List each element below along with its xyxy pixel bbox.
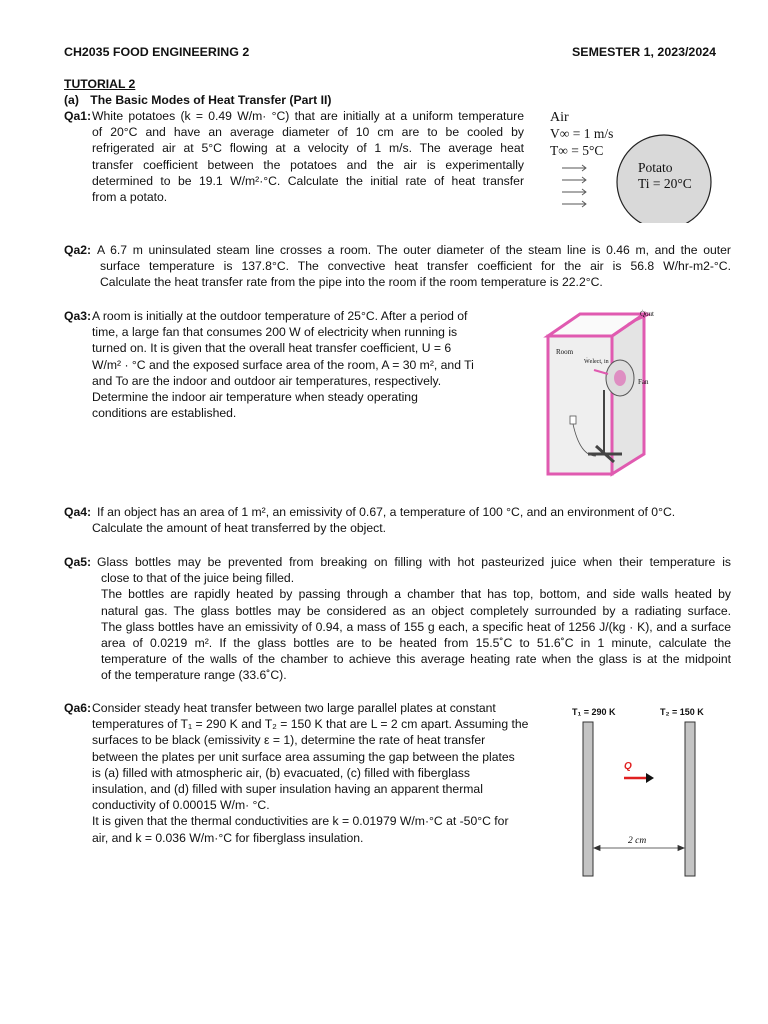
plates-figure	[566, 702, 726, 882]
qa1-line-5: determined to be 19.1 W/m²·°C. Calculate the initial rate of heat transfer	[92, 173, 524, 188]
qa4-label: Qa4:	[64, 505, 92, 519]
qa5-line-3: The bottles are rapidly heated by passing through a chamber that has top, bottom, and side walls heated by	[101, 587, 731, 602]
air-velocity: V∞ = 1 m/s	[550, 126, 614, 141]
section-heading	[64, 92, 331, 108]
room-walls	[548, 314, 644, 474]
plate-1	[583, 722, 593, 876]
qa6-line-3: surfaces to be black (emissivity ε = 1), determine the rate of heat transfer	[92, 733, 486, 748]
qa6-line-4: between the plates per unit surface area assuming the gap between the plates	[92, 749, 515, 764]
qa5-line-5: The glass bottles have an emissivity of 0.94, a mass of 155 g each, a specific heat of 1256 J/(kg · K), and a surface	[101, 619, 731, 634]
qa3-line-6: Determine the indoor air temperature when steady operating	[92, 390, 418, 405]
course-title: CH2035 FOOD ENGINEERING 2	[64, 45, 250, 59]
air-temperature: T∞ = 5°C	[550, 143, 604, 158]
qa1-line-3: refrigerated air at 5°C flowing at a velocity of 1 m/s. The average heat	[92, 141, 524, 156]
qa6-line-9: air, and k = 0.036 W/m·°C for fiberglass insulation.	[92, 830, 364, 845]
qa6-line-8: It is given that the thermal conductivities are k = 0.01979 W/m·°C at -50°C for	[92, 814, 509, 829]
plates-diagram	[566, 702, 726, 882]
qa5-line-6: area of 0.0219 m². If the glass bottles are to be heated from 15.5˚C to 51.6˚C in 1 minute, calculate the	[101, 636, 731, 651]
qa3-line-4: W/m² · °C and the exposed surface area of the room, A = 30 m², and Ti	[92, 357, 474, 372]
qa1-body	[92, 108, 524, 205]
qa3-line-1: A room is initially at the outdoor temperature of 25°C. After a period of	[92, 309, 468, 323]
room-figure	[540, 306, 670, 480]
qa4-line-1: If an object has an area of 1 m², an emissivity of 0.67, a temperature of 100 °C, and an environment of 0°C.	[97, 505, 676, 519]
t2-label: T₂ = 150 K	[660, 707, 704, 717]
fan-label: Fan	[638, 378, 649, 386]
room-diagram	[540, 306, 670, 480]
qa1-line-6: from a potato.	[92, 190, 168, 205]
qa6-line-2: temperatures of T₁ = 290 K and T₂ = 150 K that are L = 2 cm apart. Assuming the	[92, 717, 529, 732]
qa2-body	[97, 242, 731, 291]
section-title: The Basic Modes of Heat Transfer (Part II)	[90, 93, 332, 107]
gap-label: 2 cm	[628, 836, 647, 846]
section-label: (a)	[64, 93, 79, 107]
t1-label: T₁ = 290 K	[572, 707, 616, 717]
qa5-label: Qa5:	[64, 555, 92, 569]
qa1-line-2: of 20°C and have an average diameter of 10 cm are to be cooled by	[92, 125, 524, 140]
plate-2	[685, 722, 695, 876]
qa1-label: Qa1:	[64, 109, 92, 123]
qa5-line-1: Glass bottles may be prevented from breaking on filling with hot pasteurized juice when their temperature is	[97, 555, 731, 569]
qa3-body	[92, 308, 504, 421]
tutorial-title: TUTORIAL 2	[64, 77, 136, 91]
air-label: Air	[550, 110, 569, 125]
qa4-line-2: Calculate the amount of heat transferred by the object.	[92, 521, 387, 536]
qa5-line-4: natural gas. The glass bottles may be considered as an object completely surrounded by a radiating surface.	[101, 603, 731, 618]
qa6-body	[92, 700, 552, 846]
qa3-line-5: and To are the indoor and outdoor air temperatures, respectively.	[92, 373, 442, 388]
qa1-line-4: transfer coefficient between the potatoes and the air is experimentally	[92, 157, 524, 172]
qa2-line-3: Calculate the heat transfer rate from the pipe into the room if the room temperature is 22.2°C.	[100, 275, 603, 290]
qa5-body	[97, 554, 731, 684]
qa5-line-8: of the temperature range (33.6˚C).	[101, 668, 287, 683]
q-out-label: Q̇out	[640, 310, 654, 318]
qa4-body	[92, 504, 737, 536]
qa6-line-7: conductivity of 0.00015 W/m· °C.	[92, 798, 270, 813]
w-elect-label: Ẇelect, in	[584, 359, 609, 365]
potato-figure	[546, 108, 746, 223]
qa3-line-3: turned on. It is given that the overall heat transfer coefficient, U = 6	[92, 341, 452, 356]
potato-label: Potato	[638, 160, 673, 175]
potato-temp: Ti = 20°C	[638, 176, 692, 191]
qa2-line-2: surface temperature is 137.8°C. The convective heat transfer coefficient for the air is 56.8 W/hr-m2-°C.	[100, 259, 731, 274]
qa5-line-2: close to that of the juice being filled.	[101, 571, 295, 586]
qa5-line-7: temperature of the walls of the chamber to achieve this average heating rate when the glass is at the midpoint	[101, 652, 731, 667]
qa2-label: Qa2:	[64, 243, 92, 257]
room-label: Room	[556, 348, 574, 356]
qa6-label: Qa6:	[64, 701, 92, 715]
qa3-label: Qa3:	[64, 309, 92, 323]
qa3-line-7: conditions are established.	[92, 406, 237, 421]
qa6-line-5: is (a) filled with atmospheric air, (b) evacuated, (c) filled with fiberglass	[92, 765, 470, 780]
qa3-line-2: time, a large fan that consumes 200 W of electricity when running is	[92, 325, 458, 340]
q-label: Q	[624, 761, 632, 772]
qa1-line-1: White potatoes (k = 0.49 W/m· °C) that are initially at a uniform temperature	[92, 109, 524, 123]
airflow-arrows-icon	[562, 165, 586, 207]
outlet-icon	[570, 416, 576, 424]
qa6-line-1: Consider steady heat transfer between two large parallel plates at constant	[92, 701, 496, 715]
qa6-line-6: insulation, and (d) filled with super insulation having an apparent thermal	[92, 782, 483, 797]
semester-label: SEMESTER 1, 2023/2024	[572, 45, 716, 59]
qa2-line-1: A 6.7 m uninsulated steam line crosses a room. The outer diameter of the steam line is 0.46 m, and the outer	[97, 243, 731, 257]
